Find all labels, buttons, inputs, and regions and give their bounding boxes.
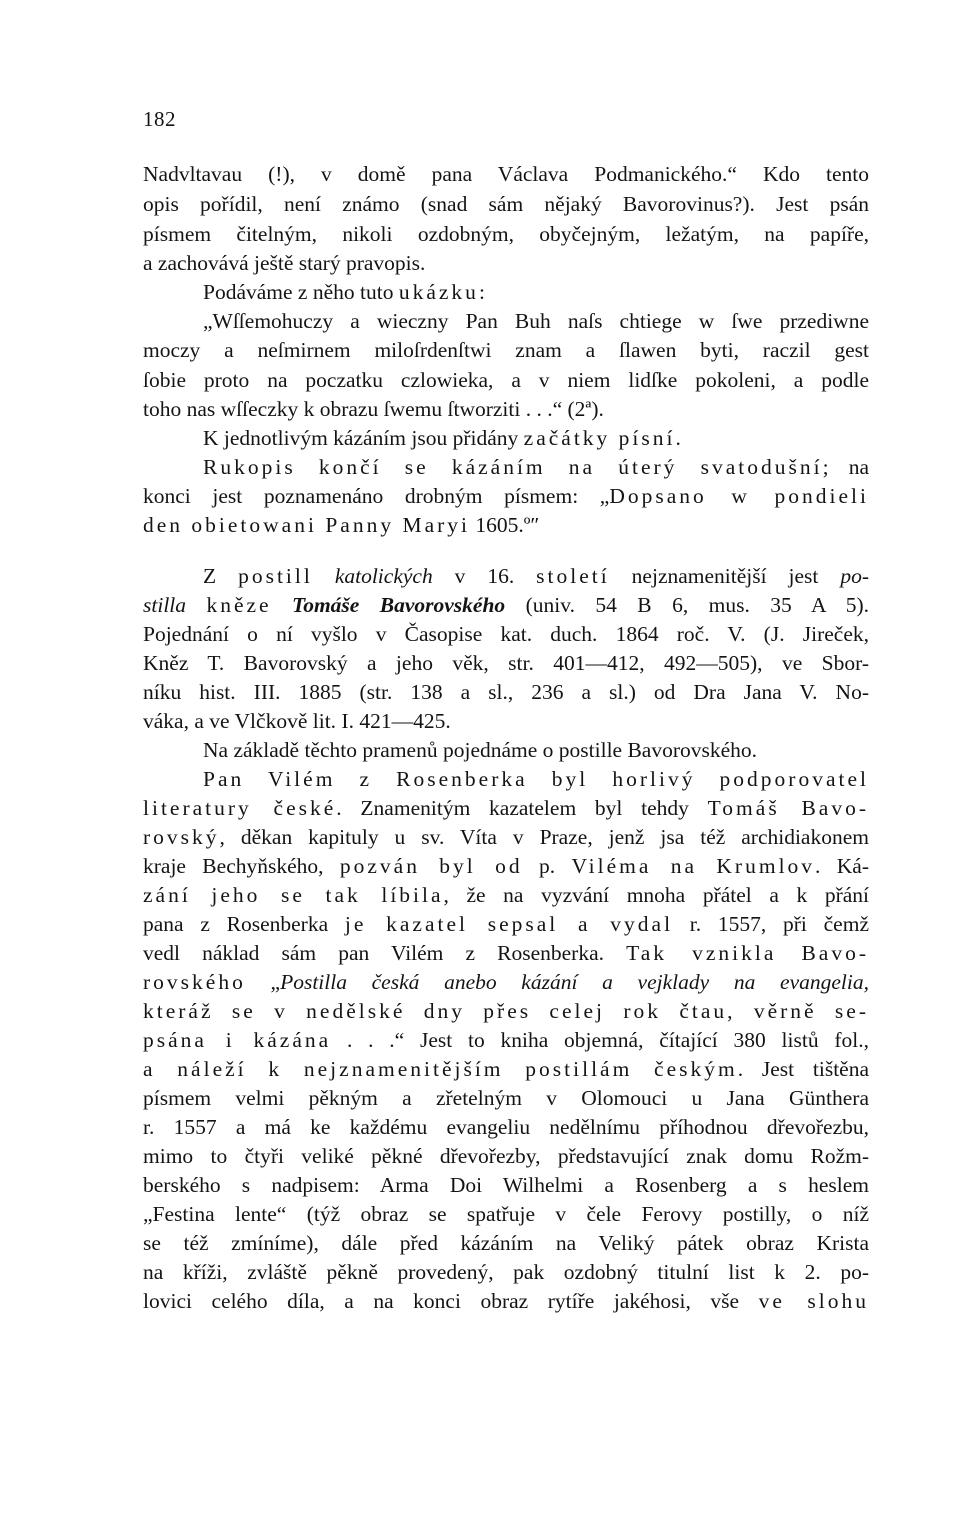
spaced-emphasis: ukázku xyxy=(398,280,479,304)
text-line xyxy=(143,909,869,939)
text-line xyxy=(143,1170,869,1200)
text-line xyxy=(143,365,869,395)
italic-text: Tomáše Bavorovského xyxy=(292,593,506,617)
text-segment: pana z Rosenberka xyxy=(143,912,345,936)
spaced-emphasis: je kazatel sepsal a vydal xyxy=(344,912,674,936)
text-segment: písmem velmi pěkným a zřetelným v Olomouci u Jana Günthera xyxy=(143,1086,869,1110)
text-line xyxy=(143,1141,869,1171)
spaced-emphasis: kteráž se v nedělské dny přes celej rok čtau, věrně se- xyxy=(143,999,869,1023)
text-segment: vedl náklad sám pan Vilém z Rosenberka. xyxy=(143,941,627,965)
text-line xyxy=(143,677,869,707)
text-segment: . Ká- xyxy=(815,854,869,878)
spaced-emphasis: Rukopis končí se kázáním na úterý svatodušní xyxy=(203,455,823,479)
text-line xyxy=(143,822,869,852)
text-line xyxy=(143,793,869,823)
text-line xyxy=(143,619,869,649)
text-segment: Z xyxy=(203,564,239,588)
text-line xyxy=(143,851,869,881)
text-segment: . Jest tištěna xyxy=(737,1057,870,1081)
text-segment: opis pořídil, není známo (snad sám nějaký Bavorovinus?). Jest psán xyxy=(143,192,869,216)
text-segment: ſobie proto na poczatku czlowieka, a v niem lidſke pokoleni, a podle xyxy=(143,368,869,392)
text-segment: lovici celého díla, a na konci obraz rytíře jakéhosi, vše xyxy=(143,1289,759,1313)
text-segment: Podáváme z něho tuto xyxy=(203,280,399,304)
text-line xyxy=(143,335,869,365)
text-line xyxy=(143,510,869,540)
text-line xyxy=(143,1228,869,1258)
spaced-emphasis: ve slohu xyxy=(758,1289,869,1313)
spaced-emphasis: Dopsano w pondieli xyxy=(609,484,869,508)
spaced-emphasis: den obietowani Panny Maryi xyxy=(143,513,470,537)
text-segment: r. 1557, při čemž xyxy=(673,912,869,936)
spaced-emphasis: a náleží k nejznamenitějším postillám českým xyxy=(143,1057,738,1081)
text-line xyxy=(143,967,869,997)
spaced-emphasis: postill xyxy=(238,564,313,588)
spaced-emphasis: zání jeho se tak líbila xyxy=(143,883,444,907)
italic-text: stilla xyxy=(143,593,187,617)
text-segment: berského s nadpisem: Arma Doi Wilhelmi a Rosenberg a s heslem xyxy=(143,1173,869,1197)
text-segment: na kříži, zvláště pěkně provedený, pak ozdobný titulní list k 2. po- xyxy=(143,1260,869,1284)
text-segment xyxy=(186,593,206,617)
text-line xyxy=(143,394,869,424)
text-line xyxy=(143,1025,869,1055)
text-segment: Na základě těchto pramenů pojednáme o postille Bavorovského. xyxy=(203,738,758,762)
text-segment: (univ. 54 B 6, mus. 35 A 5). xyxy=(505,593,870,617)
text-line xyxy=(143,481,869,511)
text-segment: mimo to čtyři veliké pěkné dřevořezby, představující znak domu Rožm- xyxy=(143,1144,869,1168)
text-segment: v 16. xyxy=(432,564,537,588)
text-line xyxy=(143,648,869,678)
text-segment: níku hist. III. 1885 (str. 138 a sl., 236 a sl.) od Dra Jana V. No- xyxy=(143,680,869,704)
spaced-emphasis: literatury české xyxy=(143,796,337,820)
text-segment: a zachovává ještě starý pravopis. xyxy=(143,251,426,275)
text-segment: nejznamenitější jest xyxy=(609,564,841,588)
text-line xyxy=(143,938,869,968)
italic-text: katolických xyxy=(334,564,433,588)
text-segment: váka, a ve Vlčkově lit. I. 421—425. xyxy=(143,709,451,733)
italic-text: Postilla česká anebo kázání a vejklady na evangelia, xyxy=(280,970,869,994)
text-segment: „Wſſemohuczy a wieczny Pan Buh naſs chtiege w ſwe przediwne xyxy=(203,309,869,333)
text-segment: K jednotlivým kázáním jsou přidány xyxy=(203,426,524,450)
text-segment: . Znamenitým kazatelem byl tehdy xyxy=(336,796,708,820)
spaced-emphasis: Tak vznikla Bavo- xyxy=(626,941,869,965)
text-line xyxy=(203,452,869,482)
text-line xyxy=(203,561,869,591)
text-segment: : xyxy=(478,280,485,304)
text-segment: , že na vyzvání mnoha přátel a k přání xyxy=(443,883,869,907)
text-segment: Kněz T. Bavorovský a jeho věk, str. 401—412, 492—505), ve Sbor- xyxy=(143,651,869,675)
spaced-emphasis: rovského xyxy=(143,970,246,994)
text-segment: „Festina lente“ (týž obraz se spatřuje v čele Ferovy postilly, o níž xyxy=(143,1202,869,1226)
spaced-emphasis: pozván byl od xyxy=(339,854,523,878)
text-line xyxy=(203,764,869,794)
text-line xyxy=(143,1083,869,1113)
text-line xyxy=(203,423,869,453)
text-line xyxy=(203,306,869,336)
page-number: 182 xyxy=(143,107,176,131)
italic-text: po- xyxy=(840,564,870,588)
text-line xyxy=(143,590,869,620)
text-segment: ; na xyxy=(822,455,869,479)
text-segment: Nadvltavau (!), v domě pana Václava Podmanického.“ Kdo tento xyxy=(143,162,869,186)
spaced-emphasis: psána i kázána xyxy=(143,1028,332,1052)
text-line xyxy=(143,996,869,1026)
text-line xyxy=(143,248,869,278)
text-line xyxy=(143,1054,869,1084)
text-line xyxy=(143,1257,869,1287)
text-line xyxy=(143,189,869,219)
text-segment: se též zmíníme), dále před kázáním na Veliký pátek obraz Krista xyxy=(143,1231,869,1255)
text-segment: Pojednání o ní vyšlo v Časopise kat. duch. 1864 roč. V. (J. Jireček, xyxy=(143,622,869,646)
text-segment: . . .“ Jest to kniha objemná, čítající 380 listů fol., xyxy=(331,1028,869,1052)
text-line xyxy=(143,1199,869,1229)
spaced-emphasis: rovský xyxy=(143,825,220,849)
text-segment: 1605.ºʺ xyxy=(470,513,539,537)
text-line xyxy=(143,706,869,736)
spaced-emphasis: kněze xyxy=(206,593,272,617)
text-segment: kraje Bechyňského, xyxy=(143,854,340,878)
text-line xyxy=(143,880,869,910)
text-line xyxy=(143,1112,869,1142)
spaced-emphasis: století xyxy=(536,564,610,588)
text-segment: r. 1557 a má ke každému evangeliu nedělnímu příhodnou dřevořezbu, xyxy=(143,1115,869,1139)
text-segment xyxy=(272,593,292,617)
text-segment: konci jest poznamenáno drobným písmem: „ xyxy=(143,484,610,508)
text-segment: toho nas wſſeczky k obrazu ſwemu ſtworziti . . .“ (2ª). xyxy=(143,397,604,421)
text-segment: moczy a neſmirnem miloſrdenſtwi znam a ſlawen byti, raczil gest xyxy=(143,338,869,362)
text-segment: písmem čitelným, nikoli ozdobným, obyčejným, ležatým, na papíře, xyxy=(143,222,869,246)
spaced-emphasis: Tomáš Bavo- xyxy=(707,796,869,820)
text-line xyxy=(143,219,869,249)
text-line xyxy=(143,1286,869,1316)
text-segment: . xyxy=(675,426,681,450)
text-segment: p. xyxy=(522,854,572,878)
spaced-emphasis: Viléma na Krumlov xyxy=(571,854,816,878)
spaced-emphasis: Pan Vilém z Rosenberka byl horlivý podporovatel xyxy=(203,767,869,791)
text-line xyxy=(203,277,869,307)
text-line xyxy=(143,159,869,189)
text-segment xyxy=(313,564,335,588)
text-line xyxy=(203,735,869,765)
text-segment: , děkan kapituly u sv. Víta v Praze, jenž jsa též archidiakonem xyxy=(219,825,869,849)
spaced-emphasis: začátky písní xyxy=(523,426,676,450)
text-segment: „ xyxy=(245,970,281,994)
